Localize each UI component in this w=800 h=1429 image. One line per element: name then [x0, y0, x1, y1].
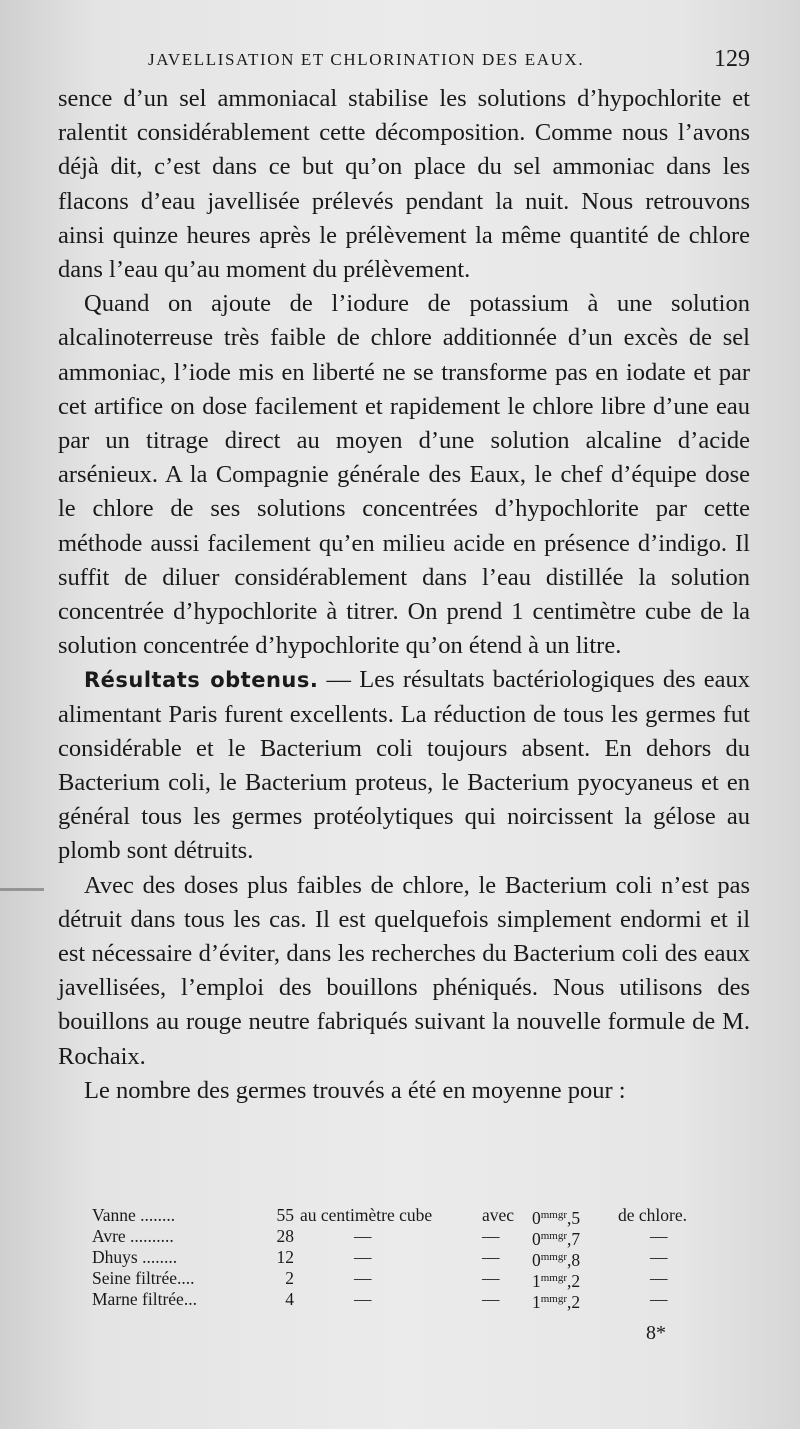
table-row — [92, 1247, 722, 1268]
chlorine-dose: $0^{mmgr},7$ — [532, 1229, 581, 1249]
paragraph-text: sence d’un sel ammoniacal stabilise les solutions d’hypochlorite et ralentit considérablement cette décomposition. Comme nous l’avons déjà dit, c’est dans ce but qu’on place du sel ammoniac dans les flacons d’eau javellisée prélevés pendant la nuit. Nous retrouvons ainsi quinze heures après le prélèvement la même quantité de chlore dans l’eau qu’au moment du prélèvement. — [58, 85, 750, 284]
body-text — [58, 82, 750, 1108]
paragraph — [58, 287, 750, 663]
chlorine-dose: $0^{mmgr},8$ — [532, 1250, 581, 1270]
ditto-mark: — — [354, 1268, 372, 1288]
ditto-mark: — — [650, 1268, 668, 1288]
paragraph-text: — Les résultats bactériologiques des eaux alimentant Paris furent excellents. La réduction de tous les germes fut considérable et le Bacterium coli toujours absent. En dehors du Bacterium coli, le Bacterium proteus, le Bacterium pyocyaneus et en général tous les germes protéolytiques qui noircissent la gélose au plomb sont détruits. — [58, 666, 750, 865]
section-lead: Résultats obtenus. — [84, 668, 319, 693]
ditto-mark: — — [482, 1268, 500, 1288]
page-number: 129 — [714, 46, 750, 72]
margin-mark — [0, 888, 44, 891]
paragraph — [58, 663, 750, 868]
table-row — [92, 1226, 722, 1247]
paragraph — [58, 82, 750, 287]
source-name: Marne filtrée... — [92, 1289, 197, 1309]
germ-count: 2 — [285, 1268, 294, 1288]
chlorine-dose: $0^{mmgr},5$ — [532, 1208, 581, 1228]
ditto-mark: — — [354, 1247, 372, 1267]
ditto-mark: — — [650, 1289, 668, 1309]
source-name: Vanne ........ — [92, 1205, 176, 1225]
ditto-mark: — — [482, 1289, 500, 1309]
ditto-mark: — — [354, 1226, 372, 1246]
chlorine-dose: $1^{mmgr},2$ — [532, 1271, 581, 1291]
paragraph — [58, 869, 750, 1074]
chlorine-dose: $1^{mmgr},2$ — [532, 1292, 581, 1312]
paragraph-text: Quand on ajoute de l’iodure de potassium à une solution alcalinoterreuse très faible de chlore additionnée d’un excès de sel ammoniac, l’iode mis en liberté ne se transforme pas en iodate et par cet artifice on dose facilement et rapidement le chlore libre d’une eau par un titrage direct au moyen d’une solution alcaline d’acide arsénieux. A la Compagnie générale des Eaux, le chef d’équipe dose le chlore de ses solutions concentrées d’hypochlorite par cette méthode aussi facilement qu’en milieu acide en présence d’indigo. Il suffit de diluer considérablement dans l’eau distillée la solution concentrée d’hypochlorite à titrer. On prend 1 centimètre cube de la solution concentrée d’hypochlorite qu’on étend à un litre. — [58, 290, 750, 660]
unit-label: au centimètre cube — [300, 1205, 433, 1225]
avec-label: avec — [482, 1205, 515, 1225]
source-name: Avre .......... — [92, 1226, 174, 1246]
ditto-mark: — — [354, 1289, 372, 1309]
paragraph-text: Avec des doses plus faibles de chlore, le Bacterium coli n’est pas détruit dans tous les cas. Il est quelquefois simplement endormi et il est nécessaire d’éviter, dans les recherches du Bacterium coli des eaux javellisées, l’emploi des bouillons phéniqués. Nous utilisons des bouillons au rouge neutre fabriqués suivant la nouvelle formule de M. Rochaix. — [58, 871, 750, 1070]
germ-count-table — [92, 1205, 722, 1310]
ditto-mark: — — [482, 1247, 500, 1267]
germ-count: 55 — [276, 1205, 294, 1225]
ditto-mark: — — [650, 1226, 668, 1246]
paragraph — [58, 1074, 750, 1108]
chlore-label: de chlore. — [618, 1205, 687, 1225]
page-header — [60, 46, 760, 76]
table-row — [92, 1289, 722, 1310]
table-row — [92, 1268, 722, 1289]
source-name: Dhuys ........ — [92, 1247, 178, 1267]
table-row — [92, 1205, 722, 1226]
source-name: Seine filtrée.... — [92, 1268, 195, 1288]
germ-count: 28 — [276, 1226, 294, 1246]
ditto-mark: — — [482, 1226, 500, 1246]
ditto-mark: — — [650, 1247, 668, 1267]
running-title: JAVELLISATION ET CHLORINATION DES EAUX. — [148, 50, 585, 69]
germ-count: 4 — [285, 1289, 294, 1309]
signature-mark: 8* — [646, 1322, 666, 1344]
paragraph-text: Le nombre des germes trouvés a été en moyenne pour : — [84, 1076, 626, 1104]
germ-count: 12 — [276, 1247, 294, 1267]
